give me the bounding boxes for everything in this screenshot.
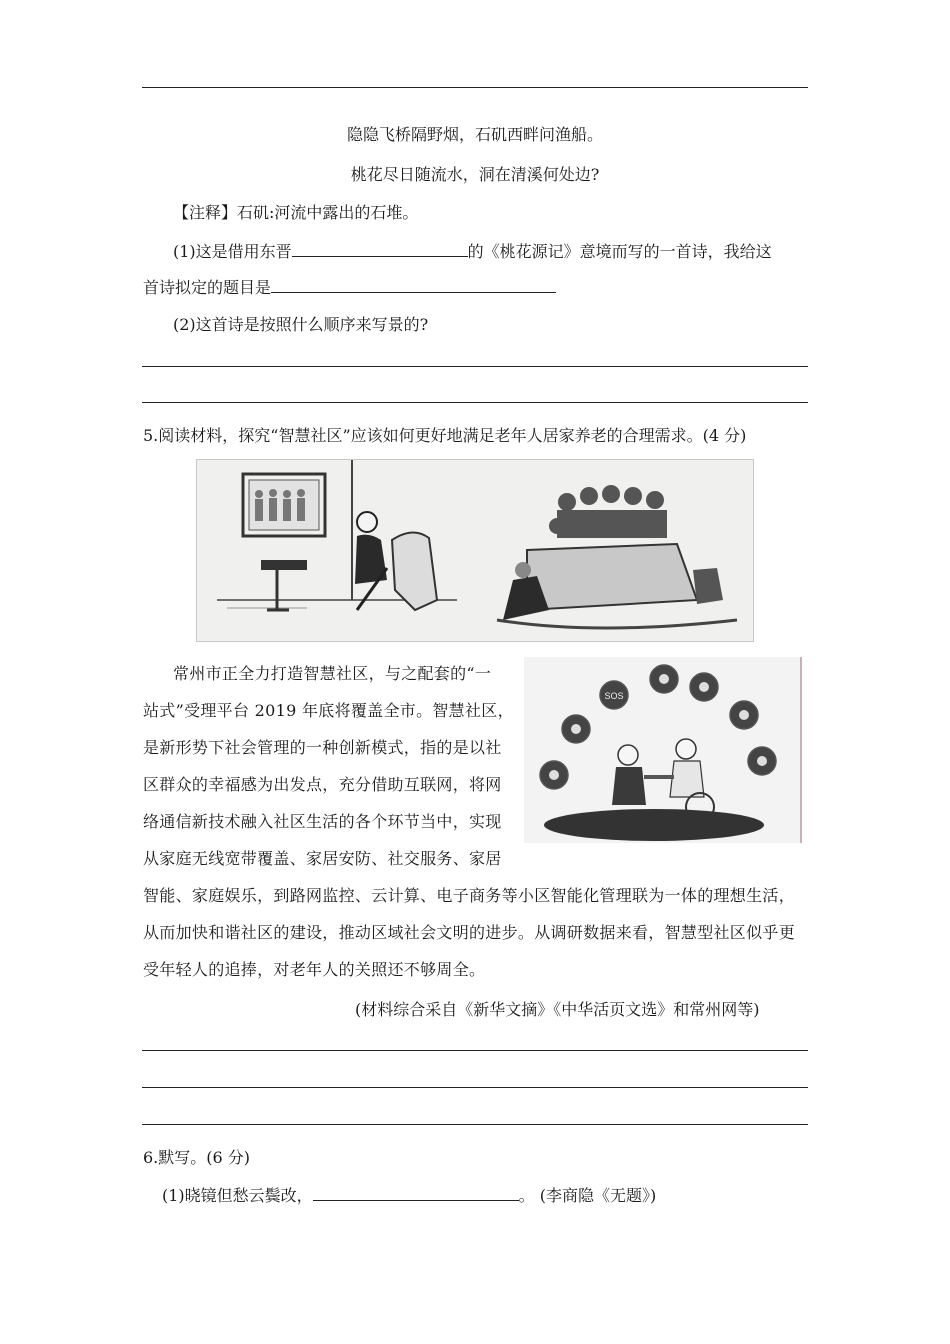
q4-1-text-a: (1)这是借用东晋 xyxy=(173,242,292,261)
paragraph-line: 智能、家庭娱乐，到路网监控、云计算、电子商务等小区智能化管理联为一体的理想生活， xyxy=(143,886,796,905)
header-rule xyxy=(142,87,808,88)
paragraph-line: 从而加快和谐社区的建设，推动区域社会文明的进步。从调研数据来看，智慧型社区似乎更 xyxy=(143,923,796,942)
cartoon-drawing xyxy=(197,460,753,641)
smart-community-illustration xyxy=(524,657,802,843)
smart-community-drawing xyxy=(524,657,802,843)
author-answer-blank[interactable] xyxy=(292,238,468,257)
paragraph-line: 区群众的幸福感为出发点，充分借助互联网，将网 xyxy=(143,775,502,794)
question-6-1 xyxy=(162,1182,656,1206)
answer-line[interactable] xyxy=(142,1087,808,1088)
answer-line[interactable] xyxy=(142,366,808,367)
poem-line-2: 桃花尽日随流水，洞在清溪何处边? xyxy=(350,165,600,184)
recitation-answer-blank[interactable] xyxy=(313,1182,519,1201)
q6-1-text-b: 。 (李商隐《无题》) xyxy=(518,1186,657,1205)
paragraph-line: 是新形势下社会管理的一种创新模式，指的是以社 xyxy=(143,738,502,757)
material-source: (材料综合采自《新华文摘》《中华活页文选》和常州网等) xyxy=(355,1000,760,1019)
question-4-2: (2)这首诗是按照什么顺序来写景的? xyxy=(173,315,429,334)
question-6-prompt: 6.默写。(6 分) xyxy=(143,1148,251,1167)
answer-line[interactable] xyxy=(142,1124,808,1125)
answer-line[interactable] xyxy=(142,402,808,403)
sos-icon: SOS xyxy=(604,691,624,701)
q4-1-text-c: 首诗拟定的题目是 xyxy=(143,278,272,297)
cartoon-illustration xyxy=(196,459,754,642)
paragraph-line: 站式”受理平台 2019 年底将覆盖全市。智慧社区， xyxy=(143,701,514,720)
paragraph-line: 从家庭无线宽带覆盖、家居安防、社交服务、家居 xyxy=(143,849,502,868)
title-answer-blank[interactable] xyxy=(271,274,556,293)
question-4-1-line-2 xyxy=(143,274,556,298)
paragraph-line: 常州市正全力打造智慧社区，与之配套的“一 xyxy=(173,664,492,683)
question-5-prompt: 5.阅读材料，探究“智慧社区”应该如何更好地满足老年人居家养老的合理需求。(4 分) xyxy=(143,426,747,445)
q6-1-text-a: (1)晓镜但愁云鬓改， xyxy=(162,1186,313,1205)
question-4-1-line-1 xyxy=(173,238,772,262)
poem-note: 【注释】石矶:河流中露出的石堆。 xyxy=(173,203,419,222)
paragraph-line: 络通信新技术融入社区生活的各个环节当中，实现 xyxy=(143,812,502,831)
q4-1-text-b: 的《桃花源记》意境而写的一首诗，我给这 xyxy=(467,242,772,261)
poem-line-1: 隐隐飞桥隔野烟，石矶西畔问渔船。 xyxy=(346,125,603,144)
paragraph-line: 受年轻人的追捧，对老年人的关照还不够周全。 xyxy=(143,960,486,979)
answer-line[interactable] xyxy=(142,1050,808,1051)
